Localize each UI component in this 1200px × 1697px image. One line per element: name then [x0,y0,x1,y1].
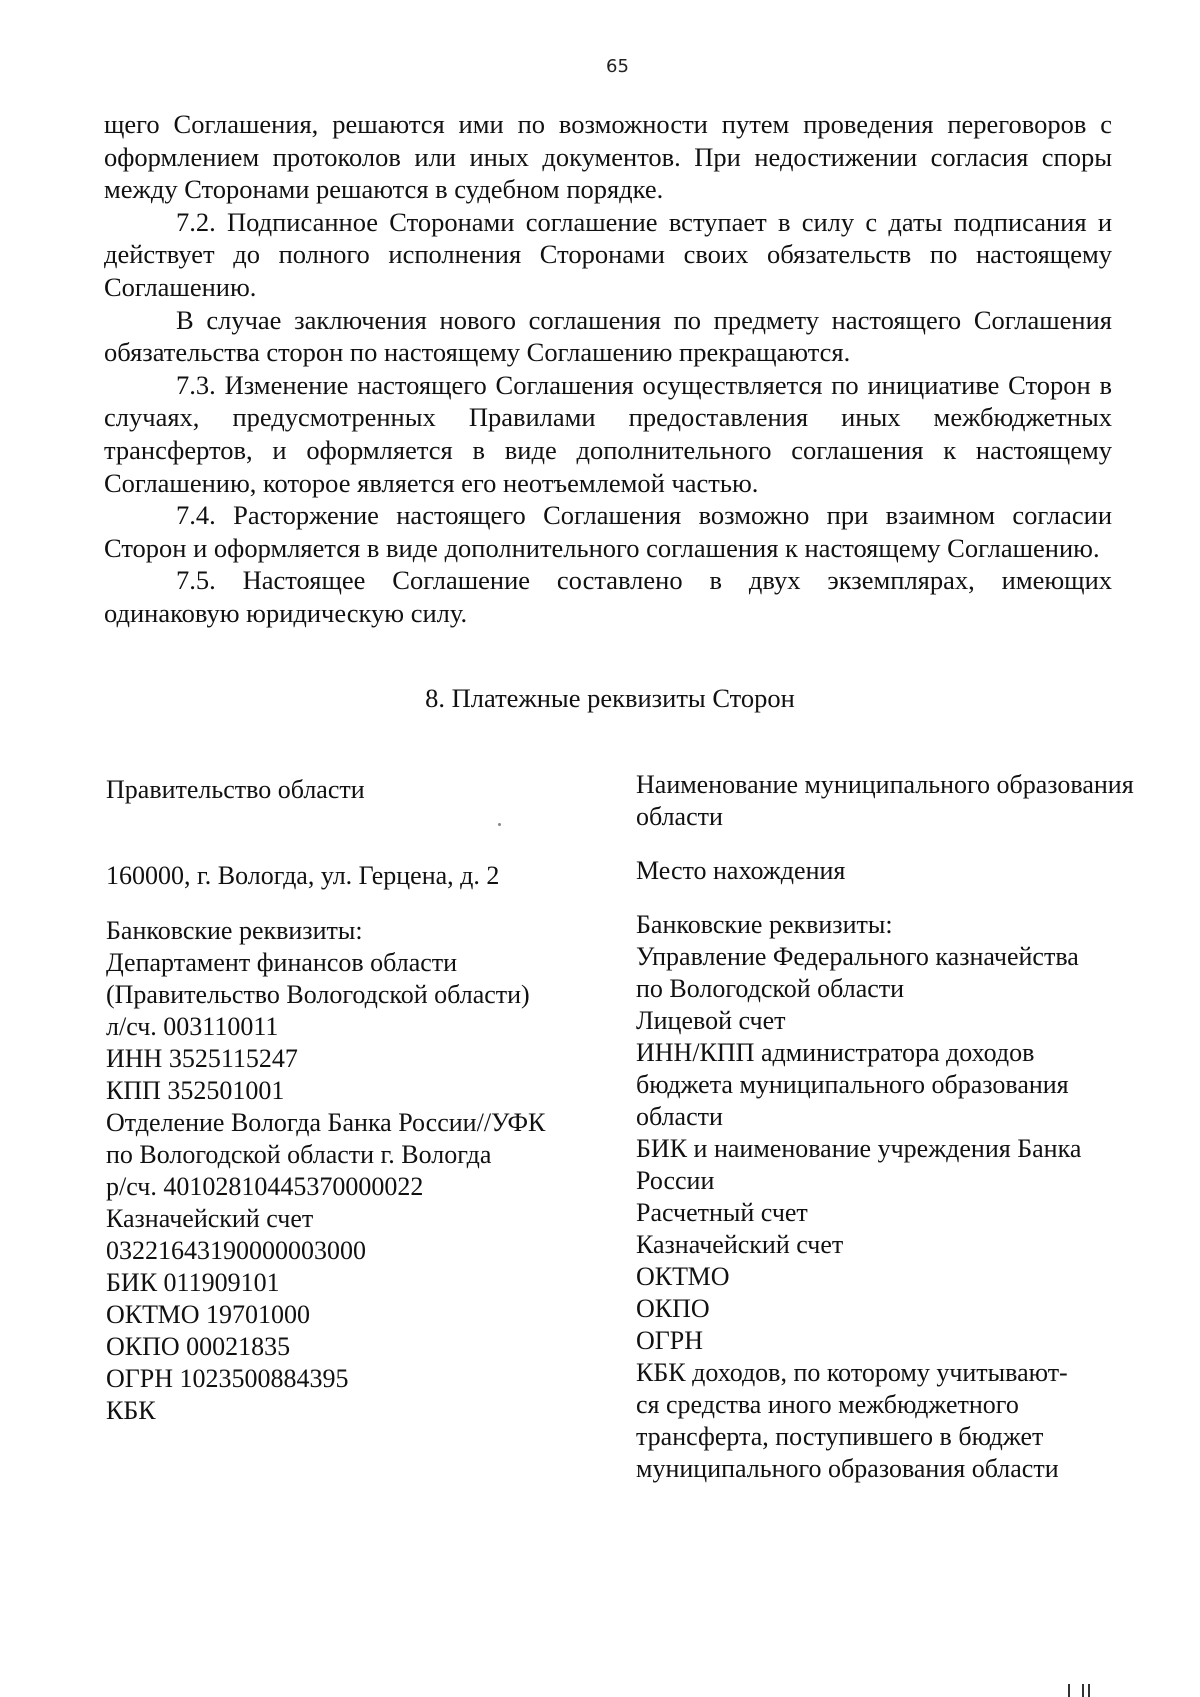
left-bank-line: л/сч. 003110011 [106,1012,279,1041]
paragraph-7-5: 7.5. Настоящее Соглашение составлено в двух экземплярах, имеющих одинаковую юридическую силу. [104,565,1112,628]
left-party-name: Правительство области [106,775,365,804]
right-bank-line: КБК доходов, по которому учитывают- [636,1358,1068,1387]
paragraph-7-2-new-agreement: В случае заключения нового соглашения по предмету настоящего Соглашения обязательства сторон по настоящему Соглашению прекращаются. [104,304,1112,368]
left-bank-line: (Правительство Вологодской области) [106,980,530,1009]
left-bank-line: ОГРН 1023500884395 [106,1364,349,1393]
left-bank-line: Отделение Вологда Банка России//УФК [106,1108,546,1137]
paragraph-7-2: 7.2. Подписанное Сторонами соглашение вступает в силу с даты подписания и действует до полного исполнения Сторонами своих обязательств по настоящему Соглашению. [104,206,1112,302]
left-bank-line: Казначейский счет [106,1204,314,1233]
section-heading: 8. Платежные реквизиты Сторон [425,683,795,713]
left-bank-details [106,915,626,1427]
right-bank-line: ОКТМО [636,1262,730,1291]
right-bank-details [636,909,1136,1485]
paragraph-7-3: 7.3. Изменение настоящего Соглашения осуществляется по инициативе Сторон в случаях, предусмотренных Правилами предоставления иных межбюджетных трансфертов, и оформляется в виде дополнительного соглашения к настоящему Соглашению, которое является его неотъемлемой частью. [104,369,1112,498]
left-bank-line: ОКТМО 19701000 [106,1300,311,1329]
right-bank-line: России [636,1166,715,1195]
right-bank-line: Банковские реквизиты: [636,910,893,939]
right-bank-line: БИК и наименование учреждения Банка [636,1134,1082,1163]
page-number: 65 [606,56,629,77]
right-bank-line: области [636,1102,723,1131]
left-bank-line: ИНН 3525115247 [106,1044,298,1073]
left-bank-line: по Вологодской области г. Вологда [106,1140,492,1169]
left-bank-line: р/сч. 40102810445370000022 [106,1172,424,1201]
right-bank-line: муниципального образования области [636,1454,1059,1483]
left-bank-line: 03221643190000003000 [106,1236,366,1265]
paragraph-7-4: 7.4. Расторжение настоящего Соглашения возможно при взаимном согласии Сторон и оформляется в виде дополнительного соглашения к настоящему Соглашению. [104,500,1112,563]
left-bank-line: ОКПО 00021835 [106,1332,291,1361]
right-party-name [636,769,1136,833]
left-address: 160000, г. Вологда, ул. Герцена, д. 2 [106,861,500,890]
right-bank-line: Управление Федерального казначейства [636,942,1079,971]
left-bank-line: КБК [106,1396,156,1425]
left-bank-line: БИК 011909101 [106,1268,280,1297]
right-bank-line: ОКПО [636,1294,710,1323]
right-bank-line: трансферта, поступившего в бюджет [636,1422,1044,1451]
right-bank-line: ИНН/КПП администратора доходов [636,1038,1035,1067]
scan-edge-marks [1060,1684,1100,1697]
left-bank-line: Банковские реквизиты: [106,916,363,945]
right-bank-line: Казначейский счет [636,1230,844,1259]
scan-speck [498,823,501,826]
left-bank-line: Департамент финансов области [106,948,458,977]
right-bank-line: бюджета муниципального образования [636,1070,1069,1099]
right-bank-line: Лицевой счет [636,1006,786,1035]
agreement-text [104,108,1112,630]
right-bank-line: по Вологодской области [636,974,905,1003]
left-bank-line: КПП 352501001 [106,1076,285,1105]
right-bank-line: Расчетный счет [636,1198,808,1227]
paragraph-7-1-continuation: щего Соглашения, решаются ими по возможности путем проведения переговоров с оформлением протоколов или иных документов. При недостижении согласия споры между Сторонами решаются в судебном порядке. [104,109,1112,205]
right-bank-line: ся средства иного межбюджетного [636,1390,1019,1419]
right-party-name-text: Наименование муниципального образования области [636,770,1134,831]
right-bank-line: ОГРН [636,1326,704,1355]
right-address: Место нахождения [636,856,846,885]
